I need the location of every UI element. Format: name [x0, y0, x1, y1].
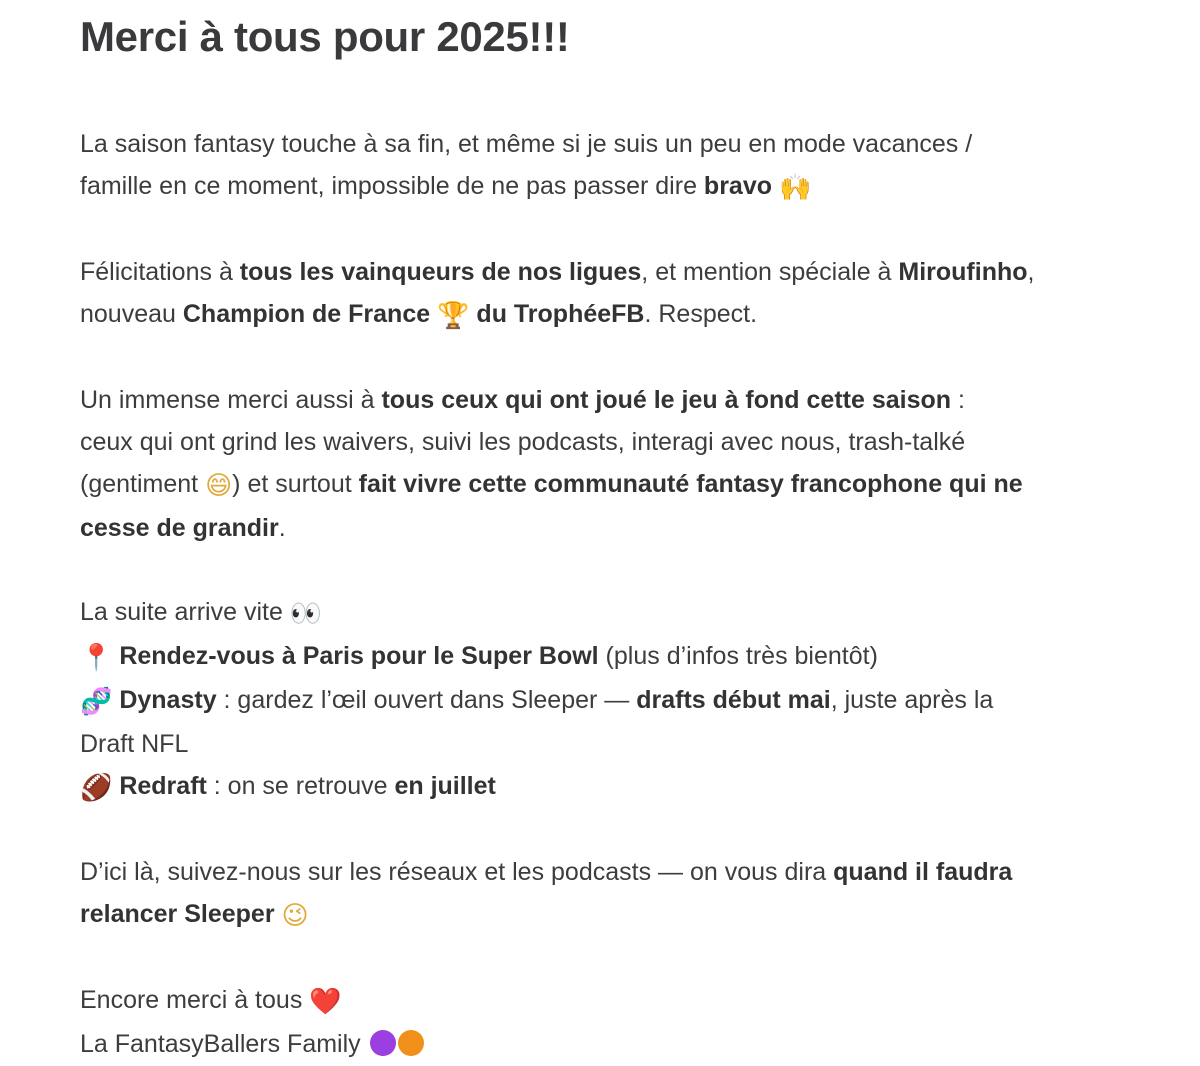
bold-text: tous ceux qui ont joué le jeu à fond cette saison	[381, 386, 952, 414]
paragraph-congrats	[80, 251, 1140, 337]
paragraph-thanks	[80, 379, 1140, 549]
bold-text: relancer Sleeper	[80, 900, 275, 928]
list-item-dynasty: 🧬 Dynasty : gardez l’œil ouvert dans Sleeper — drafts début mai, juste après la	[80, 679, 1140, 723]
text-line: Encore merci à tous ❤️	[80, 979, 1140, 1023]
grinning-face-icon: 😄	[205, 471, 233, 501]
list-item-paris: 📍 Rendez-vous à Paris pour le Super Bowl (plus d’infos très bientôt)	[80, 635, 1140, 679]
text-line: Draft NFL	[80, 730, 189, 758]
text-line: La saison fantasy touche à sa fin, et même si je suis un peu en mode vacances /	[80, 130, 973, 158]
post-body	[80, 123, 1140, 1065]
bold-text: Miroufinho	[898, 258, 1028, 286]
bold-text: bravo	[703, 172, 773, 200]
text-line: nouveau Champion de France 🏆 du TrophéeFB. Respect.	[80, 293, 1140, 337]
list-item-redraft: 🏈 Redraft : on se retrouve en juillet	[80, 765, 1140, 809]
winking-face-icon: 😉	[281, 901, 309, 931]
text-line: ceux qui ont grind les waivers, suivi les podcasts, interagi avec nous, trash-talké	[80, 428, 966, 456]
purple-circle-icon	[370, 1030, 396, 1056]
bold-text: fait vivre cette communauté fantasy francophone qui ne	[358, 470, 1023, 498]
paragraph-next	[80, 591, 1140, 809]
text-line	[80, 893, 1140, 937]
paragraph-signoff	[80, 979, 1140, 1065]
text-line: (gentiment 😄) et surtout fait vivre cette communauté fantasy francophone qui ne	[80, 463, 1140, 507]
bold-text: tous les vainqueurs de nos ligues	[239, 258, 642, 286]
bold-text: drafts début mai	[636, 686, 831, 714]
bold-text: en juillet	[394, 772, 496, 800]
signature-line: La FantasyBallers Family	[80, 1023, 1140, 1065]
bold-text: Dynasty	[119, 686, 217, 714]
bold-text: du TrophéeFB	[476, 300, 645, 328]
eyes-icon: 👀	[289, 599, 323, 629]
bold-text: Rendez-vous à Paris pour le Super Bowl	[119, 642, 599, 670]
text-line: Un immense merci aussi à tous ceux qui ont joué le jeu à fond cette saison :	[80, 386, 965, 414]
page-title: Merci à tous pour 2025!!!	[80, 13, 570, 60]
bold-text: Champion de France	[182, 300, 431, 328]
text-line: cesse de grandir.	[80, 514, 286, 542]
text-line: D’ici là, suivez-nous sur les réseaux et les podcasts — on vous dira quand il faudra	[80, 858, 1013, 886]
paragraph-intro	[80, 123, 1140, 209]
paragraph-follow	[80, 851, 1140, 937]
text-line: Félicitations à tous les vainqueurs de nos ligues, et mention spéciale à Miroufinho,	[80, 258, 1035, 286]
pin-icon: 📍	[80, 643, 113, 673]
heart-icon: ❤️	[309, 987, 342, 1017]
text-line: La suite arrive vite 👀	[80, 591, 1140, 635]
bold-text: cesse de grandir	[80, 514, 279, 542]
football-icon: 🏈	[80, 773, 113, 803]
text-line: famille en ce moment, impossible de ne pas passer dire bravo 🙌	[80, 165, 1140, 209]
dna-icon: 🧬	[80, 687, 113, 717]
bold-text: quand il faudra	[833, 858, 1013, 886]
orange-circle-icon	[398, 1030, 424, 1056]
trophy-icon: 🏆	[437, 301, 470, 331]
bold-text: Redraft	[119, 772, 207, 800]
raising-hands-icon: 🙌	[778, 173, 812, 203]
